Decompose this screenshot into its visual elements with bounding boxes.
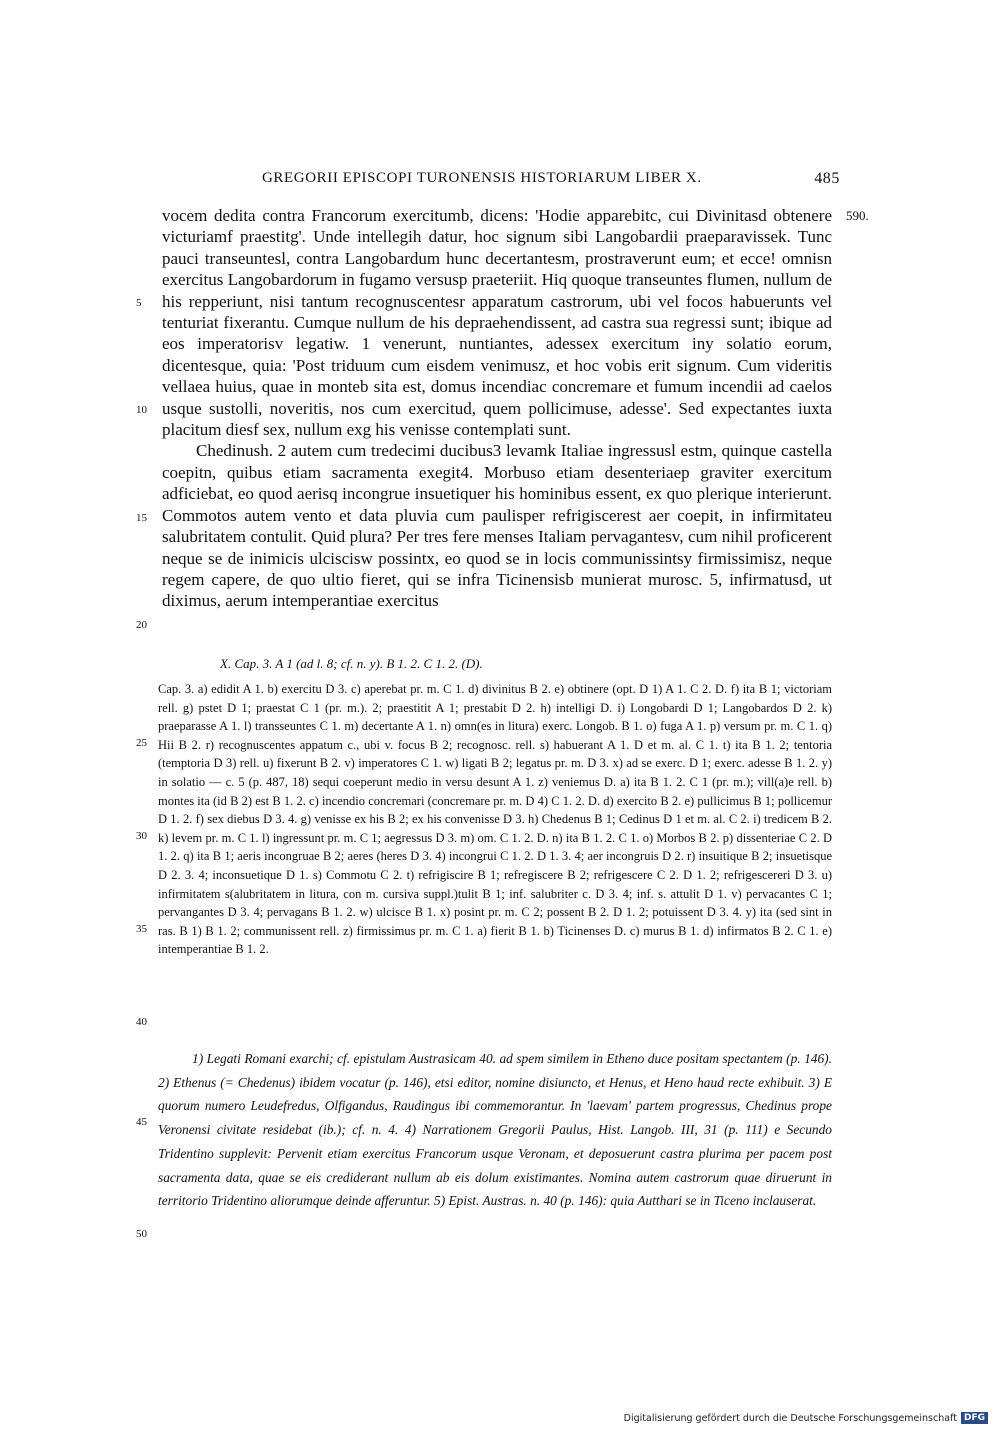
header-title: GREGORII EPISCOPI TURONENSIS HISTORIARUM LIBER X. [262, 170, 702, 186]
digitization-footer [624, 1412, 988, 1424]
apparatus-heading: X. Cap. 3. A 1 (ad l. 8; cf. n. y). B 1. 2. C 1. 2. (D). [220, 656, 483, 671]
main-paragraph-1: vocem dedita contra Francorum exercitumb, dicens: 'Hodie apparebitc, cui Divinitasd obtenere victuriamf praestitg'. Unde intellegih datur, hoc signum sibi Langobardii praeparavissek. Tunc pauci transeuntesl, contra Langobardum hunc decertantesm, prostraverunt eum; et ecce! omnisn exercitus Langobardorum in fugamo versusp praeteriit. Hiq quoque transeuntes flumen, nullum de his repperiunt, nisi tantum recognuscentesr apparatum castrorum, ubi vel focos habuerunts vel tenturiat fixerantu. Cumque nullum de his depraehendissent, ad castra sua regressi sunt; ibique ad eos imperatorisv legatiw. 1 venerunt, nuntiantes, adessex exercitum iny solatio eorum, dicentesque, quia: 'Post triduum cum eisdem venimusz, et hoc vobis erit signum. Cum videritis vellaea huius, quae in monteb sita est, domus incendiac concremare et fumum incendii ad caelos usque sustolli, noveritis, nos cum exercitud, quem pollicimuse, adesse'. Sed expectantes iuxta placitum diesf sex, nullum exg his venisse contemplati sunt. [162, 206, 832, 440]
page-number: 485 [814, 170, 840, 187]
line-number: 35 [136, 923, 147, 935]
line-number: 30 [136, 830, 147, 842]
line-number: 40 [136, 1016, 147, 1028]
footer-text: Digitalisierung gefördert durch die Deutsche Forschungsgemeinschaft [623, 1412, 957, 1424]
line-number: 45 [136, 1116, 147, 1128]
dfg-logo: DFG [961, 1412, 988, 1424]
line-number: 5 [136, 297, 142, 309]
footnotes: 1) Legati Romani exarchi; cf. epistulam Austrasicam 40. ad spem similem in Etheno duce positam spectantem (p. 146). 2) Ethenus (= Chedenus) ibidem vocatur (p. 146), etsi editor, nomine disiuncto, et Henus, et Heno haud recte exhibuit. 3) E quorum numero Leudefredus, Olfigandus, Raudingus ibi commemorantur. In 'laevam' partem progressus, Chedinus prope Veronensi civitate residebat (ib.); cf. n. 4. 4) Narrationem Gregorii Paulus, Hist. Langob. III, 31 (p. 111) e Secundo Tridentino supplevit: Pervenit etiam exercitus Francorum usque Veronam, et deposuerunt castra plurima per pacem post sacramenta data, quae se eis crediderant nullum ab eis dolum existimantes. Nomina autem castrorum quae diruerunt in territorio Tridentino aliorumque deinde afferuntur. 5) Epist. Austras. n. 40 (p. 146): quia Autthari se in Ticeno inclauserat. [158, 1051, 832, 1209]
line-number: 50 [136, 1228, 147, 1240]
line-number: 10 [136, 404, 147, 416]
line-number: 20 [136, 619, 147, 631]
running-header [262, 170, 840, 188]
line-number: 25 [136, 737, 147, 749]
critical-apparatus: Cap. 3. a) edidit A 1. b) exercitu D 3. c) aperebat pr. m. C 1. d) divinitus B 2. e) obtinere (opt. D 1) A 1. C 2. D. f) ita B 1; victoriam rell. g) pstet D 1; praestat C 1 (pr. m.). 2; praestitit A 1; prestabit D 2. h) intelligi D. i) Longobardi D 1; Langobardos D 2. k) praeparasse A 1. l) transseuntes C 1. m) decertante A 1. n) omn(es in litura) exerc. Longob. B 1. o) fuga A 1. p) versum pr. m. C 1. q) Hii B 2. r) recognuscentes appatum c., ubi v. focus B 2; recognosc. rell. s) habuerant A 1. D et m. al. C 1. t) ita B 1. 2; tentoria (temptoria D 3) rell. u) fixerunt B 2. v) imperatores C 1. w) ligati B 2; legatus pr. m. D 3. x) ad se exerc. D 1; exerc. adesse B 1. 2. y) in solatio — c. 5 (p. 487, 18) sequi coeperunt medio in versu desunt A 1. z) veniemus D. a) ita B 1. 2. C 1 (pr. m.); vill(a)e rell. b) montes ita (id B 2) est B 1. 2. c) incendio concremari (concremare pr. m. D 4) C 1. 2. D. d) exercito B 2. e) pullicimus B 1; pollicemur D 1. 2. f) sex diebus D 3. 4. g) venisse ex his B 2; ex his convenisse D 3. h) Chedenus B 1; Cedinus D 1 et m. al. C 2. i) tredicem B 2. k) levem pr. m. C 1. l) ingressunt pr. m. C 1; aegressus D 3. m) om. C 1. 2. D. n) ita B 1. 2. C 1. o) Morbos B 2. p) dissenteriae C 2. D 1. 2. q) ita B 1; aeris incongruae B 2; aeres (heres D 3. 4) incongrui C 1. 2. D 1. 3. 4; aer incongruis D 2. r) insuitique B 2; insuetisque D 2. 3. 4; inconsuetique D 1. s) Commotu C 2. t) refrigiscire B 1; refregiscere B 2; refrigescere C 2. D 1. 2; refrigescereri D 3. u) infirmitatem s(alubritatem in litura, con m. cursiva suppl.)tulit B 1; inf. salubriter c. D 3. 4; inf. s. attulit D 1. v) pervacantes C 1; pervangantes D 3. 4; pervagans B 1. 2. w) ulcisce B 1. x) posint pr. m. C 2; possent B 2. D 1. 2; potuissent D 3. 4. y) ita (sed sint in ras. B 1) B 1. 2; communissent rell. z) firmissimus pr. m. C 1. a) fierit B 1. b) Ticinenses D. c) murus B 1. d) infirmatos B 2. C 1. e) intemperantiae B 1. 2. [158, 682, 832, 957]
main-paragraph-2: Chedinush. 2 autem cum tredecimi ducibus3 levamk Italiae ingressusl estm, quinque castella coepitn, quibus etiam sacramenta exegit4. Morbuso etiam desenteriaep graviter exercitum adficiebat, eo quod aerisq incongrue insuetiquer his hominibus essent, ex quo plerique interierunt. Commotos autem vento et data pluvia cum paulisper refrigiscerest aer coepit, in infirmitateu salubritatem contulit. Quid plura? Per tres fere menses Italiam pervagantesv, cum nihil proficerent neque se de inimicis ulciscisw possintx, eo quod se in locis communissintsy firmissimisz, neque regem capere, de quo ultio fieret, qui se infra Ticinensisb munierat murosc. 5, infirmatusd, ut diximus, aerum intemperantiae exercitus [162, 441, 832, 611]
margin-page-reference: 590. [846, 208, 869, 223]
line-number: 15 [136, 512, 147, 524]
main-text [162, 205, 832, 612]
